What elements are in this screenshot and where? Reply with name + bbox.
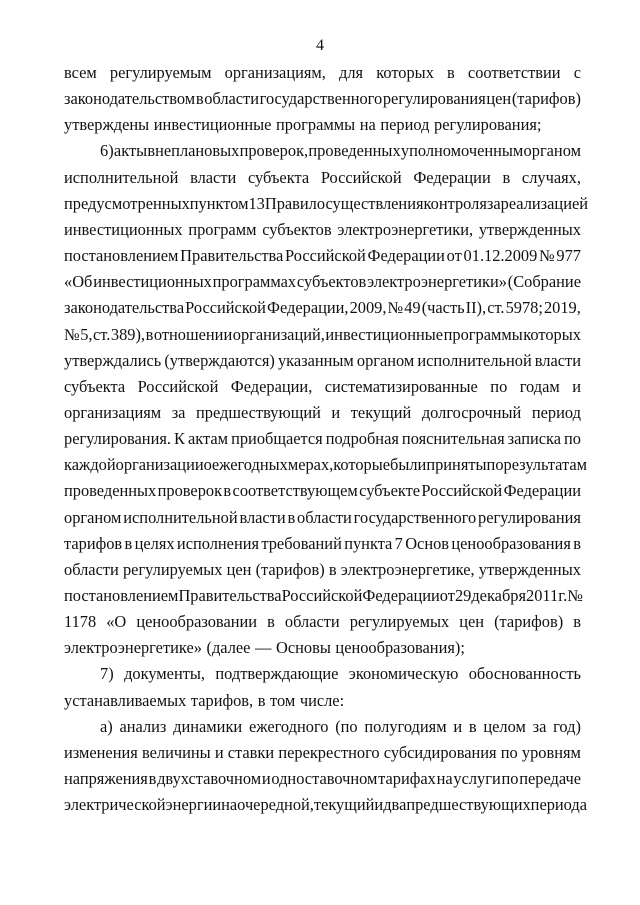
document-line	[100, 664, 581, 690]
text-word: электроэнергетики»	[367, 272, 507, 292]
text-word: за	[171, 402, 186, 422]
text-word: постановлением	[64, 586, 179, 605]
text-word: Основ	[405, 533, 450, 553]
text-word: №	[539, 246, 555, 265]
text-word: ценообразования);	[335, 638, 465, 658]
text-word: ежегодного	[248, 716, 329, 736]
text-word: субъекта	[247, 167, 310, 187]
text-word: от	[446, 246, 462, 265]
text-word: для	[339, 63, 364, 82]
text-word: 1178	[64, 612, 97, 632]
text-word: осуществления	[316, 193, 424, 213]
text-word: мерах,	[287, 455, 334, 475]
text-word: проверок	[157, 481, 223, 501]
text-word: проверок,	[239, 141, 309, 161]
text-word: с	[573, 63, 581, 82]
text-word: №	[387, 298, 404, 318]
text-word: анализ	[119, 716, 167, 736]
text-word: на	[359, 115, 376, 135]
text-word: субъектов	[296, 272, 367, 292]
text-word: и	[261, 769, 271, 788]
text-word: 2009,	[349, 298, 387, 318]
text-word: 7	[394, 533, 403, 553]
text-word: власти	[190, 167, 237, 187]
text-word: полугодиям	[364, 716, 447, 736]
text-word: годам	[519, 376, 560, 396]
text-word: приобщается	[231, 429, 323, 449]
text-word: цен	[486, 89, 512, 109]
text-word: 977	[556, 246, 581, 265]
text-word: регулирования	[478, 507, 581, 527]
text-word: электроэнергетике»	[64, 638, 202, 658]
text-word: подтверждающие	[215, 664, 339, 684]
document-line	[64, 795, 588, 821]
text-word: предшествующих	[406, 795, 531, 815]
document-line	[64, 743, 581, 769]
text-word: а)	[100, 716, 113, 736]
text-word: экономическую	[348, 664, 459, 684]
document-line	[64, 560, 581, 586]
text-word: регулирования;	[434, 115, 542, 135]
document-line	[64, 193, 589, 220]
text-word: регулирования	[382, 89, 486, 109]
text-word: цен	[459, 612, 485, 632]
text-word: ст.	[93, 324, 111, 344]
text-word: Федерации,	[230, 376, 313, 396]
text-word: всем	[64, 63, 97, 82]
text-word: программы	[443, 324, 523, 344]
text-word: №	[567, 586, 583, 605]
text-word: изменения	[64, 742, 138, 762]
text-word: субъекта	[64, 376, 126, 396]
text-word: в	[148, 769, 157, 788]
document-line	[100, 717, 581, 743]
text-word: регулируемых	[349, 612, 450, 632]
text-word: проведенных	[64, 481, 157, 501]
text-word: 6)	[100, 141, 114, 161]
text-word: в	[573, 533, 581, 553]
text-word: электрической	[64, 795, 166, 815]
text-word: за	[486, 193, 501, 213]
text-word: регулирования.	[64, 429, 171, 449]
text-word: реализацией	[500, 193, 589, 213]
text-word: были	[390, 455, 427, 475]
document-line	[64, 455, 588, 481]
text-word: органом	[523, 141, 581, 161]
text-word: исполнительной	[64, 167, 179, 187]
text-word: г.	[558, 586, 568, 605]
document-line	[64, 638, 581, 664]
text-word: за	[532, 716, 547, 736]
text-word: Российской	[285, 246, 366, 265]
text-word: результатам	[503, 455, 588, 475]
text-word: К	[174, 429, 185, 449]
page-number: 4	[316, 37, 324, 54]
text-word: Российской	[320, 167, 402, 187]
text-word: инвестиционных	[93, 272, 212, 292]
text-word: ставки	[227, 742, 275, 762]
text-word: в	[447, 63, 455, 82]
text-word: регулируемых	[122, 559, 223, 579]
text-word: Основы	[276, 638, 331, 658]
text-word: контроля	[423, 193, 487, 213]
document-line	[64, 769, 581, 795]
text-word: «О	[106, 612, 127, 632]
document-line	[64, 115, 581, 141]
text-word: (тарифов)	[511, 89, 581, 109]
text-word: 2019,	[543, 298, 581, 318]
text-word: по	[564, 429, 581, 449]
text-word: 389),	[110, 324, 146, 344]
text-word: актам	[188, 429, 229, 449]
text-word: в	[328, 559, 337, 579]
document-line	[64, 246, 581, 272]
text-word: внеплановых	[147, 141, 240, 161]
text-word: (тарифов)	[255, 559, 325, 579]
text-word: год)	[553, 716, 581, 736]
text-word: в	[195, 89, 204, 109]
text-word: инвестиционные	[325, 324, 444, 344]
text-word: требований	[261, 533, 342, 553]
text-word: инвестиционных	[64, 219, 183, 239]
text-word: Правил	[264, 193, 317, 213]
text-word: области	[204, 89, 259, 109]
text-word: указанным	[277, 350, 354, 370]
text-word: программах	[212, 272, 297, 292]
document-line	[64, 351, 581, 377]
text-word: величины	[141, 742, 211, 762]
document-line	[64, 534, 581, 560]
text-word: «Об	[64, 272, 93, 292]
text-word: период	[380, 115, 430, 135]
document-line	[64, 298, 581, 324]
text-word: которых	[376, 63, 434, 82]
text-word: в	[124, 533, 133, 553]
text-word: от	[439, 586, 455, 605]
text-word: 2011	[526, 586, 559, 605]
text-word: Российской	[137, 376, 219, 396]
document-line	[64, 63, 581, 89]
text-word: 01.12.2009	[463, 246, 538, 265]
text-word: в	[257, 690, 266, 710]
text-word: предусмотренных	[64, 193, 190, 213]
text-word: —	[255, 638, 272, 658]
text-word: 29	[454, 586, 472, 605]
text-word: субъекте	[359, 481, 421, 501]
text-word: по	[490, 376, 508, 396]
text-word: ежегодных	[211, 455, 288, 475]
text-word: цен	[226, 559, 252, 579]
text-word: утвержденных	[478, 559, 581, 579]
text-word: электроэнергетике,	[340, 559, 475, 579]
text-word: Российской	[281, 586, 363, 605]
document-line	[64, 481, 581, 507]
text-word: на	[436, 769, 453, 788]
text-word: текущий	[313, 795, 375, 815]
document-line	[64, 168, 581, 194]
text-word: и	[331, 402, 341, 422]
text-word: напряжения	[64, 769, 148, 788]
document-line	[64, 272, 581, 298]
text-word: текущий	[350, 402, 412, 422]
document-line	[64, 612, 581, 638]
text-word: Российской	[185, 298, 266, 318]
text-word: и	[453, 716, 463, 736]
text-word: о	[203, 455, 212, 475]
document-line	[64, 325, 581, 351]
text-word: на	[221, 795, 238, 815]
text-word: утверждены	[64, 115, 150, 135]
text-word: организациям,	[224, 63, 326, 82]
text-word: в	[502, 167, 511, 187]
text-word: 13	[248, 193, 265, 213]
text-word: (далее	[206, 638, 251, 658]
text-word: период	[531, 402, 581, 422]
text-word: законодательства	[64, 298, 185, 318]
text-word: динамики	[173, 716, 243, 736]
text-word: утверждались	[64, 350, 162, 370]
text-word: услуги	[453, 769, 501, 788]
document-line	[100, 141, 581, 167]
text-word: которых	[523, 324, 581, 344]
text-word: Федерации	[367, 246, 445, 265]
text-word: в	[223, 481, 232, 501]
text-word: ценообразования	[451, 533, 571, 553]
text-word: Федерации	[413, 167, 491, 187]
text-word: акты	[113, 141, 148, 161]
text-word: II),	[465, 298, 487, 318]
text-word: тарифов,	[190, 690, 254, 710]
text-word: энергии	[165, 795, 222, 815]
text-word: которые	[333, 455, 390, 475]
text-word: 5,	[80, 324, 93, 344]
text-word: органом	[356, 350, 415, 370]
text-word: периода	[530, 795, 588, 815]
text-word: области	[64, 559, 119, 579]
text-word: случаях,	[521, 167, 581, 187]
text-word: регулируемым	[109, 63, 212, 82]
text-word: утвержденных	[478, 219, 581, 239]
text-word: программы	[276, 115, 356, 135]
text-word: власти	[534, 350, 581, 370]
document-line	[64, 586, 581, 612]
text-word: соответствии	[467, 63, 561, 82]
document-line	[64, 220, 581, 246]
text-word: 7)	[100, 664, 114, 684]
text-word: долгосрочный	[421, 402, 522, 422]
text-word: и	[214, 742, 224, 762]
text-word: субъектов	[262, 219, 332, 239]
text-word: записка	[507, 429, 561, 449]
text-word: в	[468, 716, 477, 736]
text-word: уровням	[521, 742, 581, 762]
text-word: приняты	[426, 455, 487, 475]
text-word: ст.	[487, 298, 505, 318]
document-line	[64, 377, 581, 403]
text-word: исполнительной	[417, 350, 532, 370]
text-word: субсидирования	[383, 742, 497, 762]
text-word: тарифов	[64, 533, 123, 553]
text-word: каждой	[64, 455, 116, 475]
text-word: (Собрание	[507, 272, 581, 292]
text-word: инвестиционные	[153, 115, 272, 135]
text-word: Федерации	[362, 586, 440, 605]
text-word: (утверждаются)	[164, 350, 275, 370]
text-word: в	[573, 612, 581, 632]
text-word: государственного	[259, 89, 383, 109]
document-line	[64, 89, 581, 115]
text-word: постановлением	[64, 246, 179, 265]
text-word: Правительства	[180, 246, 284, 265]
text-word: подробная	[325, 429, 399, 449]
text-word: и	[374, 795, 384, 815]
text-word: документы,	[124, 664, 205, 684]
text-word: обоснованность	[468, 664, 581, 684]
text-word: государственного	[353, 507, 477, 527]
text-word: электроэнергетики,	[337, 219, 474, 239]
text-word: области	[297, 507, 352, 527]
text-word: по	[501, 769, 519, 788]
document-line	[64, 691, 581, 717]
text-word: по	[500, 742, 518, 762]
text-word: перекрестного	[278, 742, 380, 762]
text-word: Правительства	[178, 586, 282, 605]
text-word: том	[270, 690, 296, 710]
text-word: целом	[483, 716, 526, 736]
text-word: декабря	[471, 586, 527, 605]
text-word: исполнительной	[123, 507, 238, 527]
document-line	[64, 508, 581, 534]
text-word: пояснительная	[401, 429, 505, 449]
text-word: числе:	[299, 690, 345, 710]
text-word: по	[486, 455, 504, 475]
text-word: исполнения	[176, 533, 260, 553]
text-word: власти	[239, 507, 286, 527]
text-word: в	[267, 612, 275, 632]
text-word: пунктом	[189, 193, 249, 213]
text-word: передаче	[519, 769, 581, 788]
text-word: (тарифов)	[494, 612, 564, 632]
text-word: пункта	[344, 533, 393, 553]
text-word: одноставочном	[271, 769, 378, 788]
text-word: отношении	[153, 324, 233, 344]
text-word: (часть	[421, 298, 465, 318]
text-word: №	[64, 324, 80, 344]
text-word: организации	[115, 455, 204, 475]
document-line	[64, 429, 581, 455]
document-line	[64, 403, 581, 429]
text-word: тарифах	[378, 769, 436, 788]
text-word: систематизированные	[324, 376, 478, 396]
text-word: Федерации	[503, 481, 581, 501]
text-word: проведенных	[308, 141, 401, 161]
text-word: организаций,	[232, 324, 325, 344]
text-word: уполномоченным	[400, 141, 524, 161]
text-word: двухставочном	[157, 769, 262, 788]
text-word: 5978;	[505, 298, 543, 318]
text-word: предшествующий	[195, 402, 321, 422]
text-word: организациям	[64, 402, 162, 422]
text-word: (по	[335, 716, 358, 736]
text-word: и	[572, 376, 581, 396]
text-word: органом	[64, 507, 122, 527]
text-word: программ	[188, 219, 257, 239]
text-word: соответствующем	[232, 481, 358, 501]
text-word: ценообразовании	[136, 612, 258, 632]
text-word: в	[145, 324, 154, 344]
text-word: 49	[404, 298, 421, 318]
text-word: устанавливаемых	[64, 690, 187, 710]
text-word: очередной,	[237, 795, 314, 815]
text-word: целях	[134, 533, 175, 553]
text-word: в	[287, 507, 296, 527]
text-word: законодательством	[64, 89, 196, 109]
text-word: Федерации,	[267, 298, 349, 318]
text-word: Российской	[421, 481, 503, 501]
text-word: области	[284, 612, 340, 632]
text-word: два	[383, 795, 407, 815]
